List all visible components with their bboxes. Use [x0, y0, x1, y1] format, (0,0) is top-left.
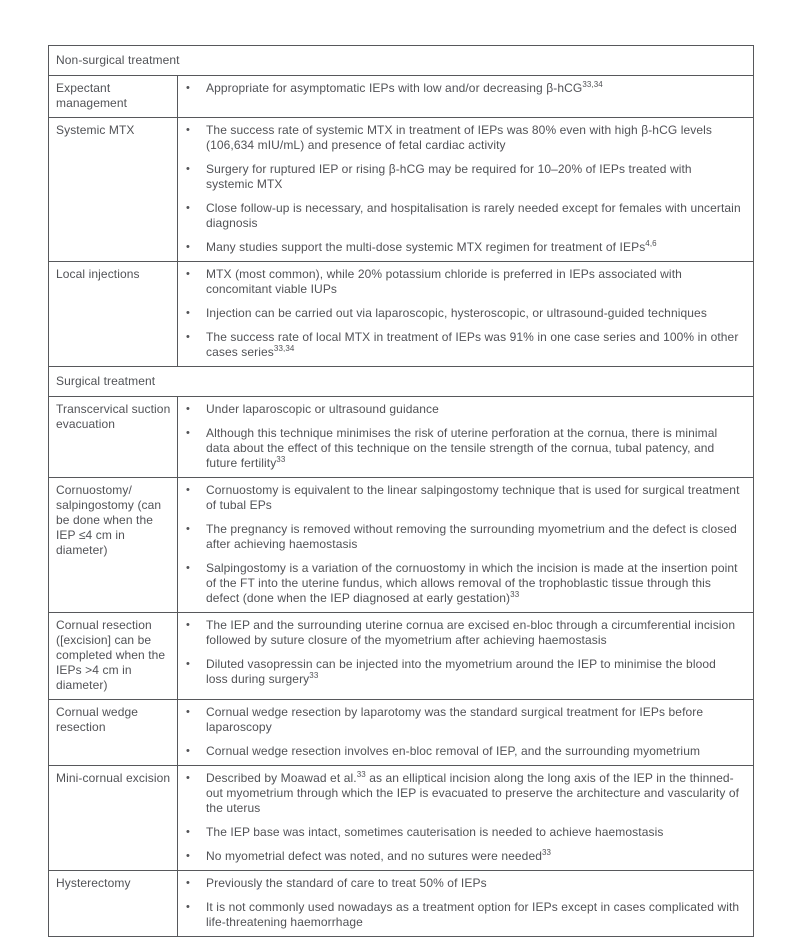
bullet-text-segment: The IEP and the surrounding uterine cornua are excised en-bloc through a circumferential incision followed by suture closure of the myometrium after achieving haemostasis	[206, 618, 736, 647]
bullet-icon: •	[186, 706, 190, 718]
treatment-label: Hysterectomy	[49, 871, 178, 937]
table-row	[49, 76, 754, 118]
bullet-text	[206, 201, 741, 231]
treatment-details	[178, 478, 754, 613]
bullet-item	[186, 705, 741, 735]
treatment-label: Systemic MTX	[49, 118, 178, 262]
bullet-text-segment: Cornuostomy is equivalent to the linear salpingostomy technique that is used for surgical treatment of tubal EPs	[206, 483, 740, 512]
bullet-text-segment: Injection can be carried out via laparoscopic, hysteroscopic, or ultrasound-guided techniques	[206, 306, 707, 320]
bullet-item	[186, 81, 741, 96]
section-header: Non-surgical treatment	[49, 46, 754, 76]
citation-superscript: 33	[542, 848, 552, 857]
bullet-icon: •	[186, 772, 190, 784]
iep-treatment-table	[48, 45, 754, 937]
bullet-item	[186, 825, 741, 840]
bullet-text	[206, 162, 741, 192]
bullet-icon: •	[186, 658, 190, 670]
bullet-text-segment: Although this technique minimises the risk of uterine perforation at the cornua, there is minimal data about the effect of this technique on the tensile strength of the cornua, tubal patency, and future fertility	[206, 426, 718, 470]
bullet-text-segment: Close follow-up is necessary, and hospitalisation is rarely needed except for females with uncertain diagnosis	[206, 201, 741, 230]
bullet-icon: •	[186, 484, 190, 496]
bullet-text-segment: Diluted vasopressin can be injected into the myometrium around the IEP to minimise the blood loss during surgery	[206, 657, 716, 686]
bullet-icon: •	[186, 268, 190, 280]
bullet-icon: •	[186, 124, 190, 136]
table-row	[49, 613, 754, 700]
treatment-label: Cornual wedge resection	[49, 700, 178, 766]
treatment-label: Local injections	[49, 262, 178, 367]
citation-superscript: 33	[356, 770, 366, 779]
bullet-text	[206, 483, 741, 513]
bullet-text	[206, 744, 741, 759]
bullet-text-segment: No myometrial defect was noted, and no sutures were needed	[206, 849, 542, 863]
section-header: Surgical treatment	[49, 367, 754, 397]
bullet-text	[206, 267, 741, 297]
bullet-item	[186, 306, 741, 321]
bullet-item	[186, 900, 741, 930]
treatment-details	[178, 766, 754, 871]
bullet-item	[186, 771, 741, 816]
bullet-text-segment: Previously the standard of care to treat 50% of IEPs	[206, 876, 487, 890]
bullet-text-segment: The IEP base was intact, sometimes cauterisation is needed to achieve haemostasis	[206, 825, 664, 839]
bullet-text	[206, 618, 741, 648]
bullet-text	[206, 330, 741, 360]
citation-superscript: 33	[276, 455, 286, 464]
bullet-text	[206, 426, 741, 471]
bullet-text	[206, 306, 741, 321]
bullet-icon: •	[186, 307, 190, 319]
bullet-item	[186, 426, 741, 471]
bullet-item	[186, 402, 741, 417]
bullet-text	[206, 81, 741, 96]
bullet-item	[186, 162, 741, 192]
bullet-text-segment: as an elliptical incision along the long axis of the IEP in the thinned-out myometrium through which the IEP is evacuated to preserve the architecture and vascularity of the uterus	[206, 771, 740, 815]
bullet-text-segment: Many studies support the multi-dose systemic MTX regimen for treatment of IEPs	[206, 240, 646, 254]
bullet-text	[206, 402, 741, 417]
bullet-text	[206, 522, 741, 552]
table-body	[49, 46, 754, 937]
bullet-item	[186, 561, 741, 606]
treatment-label: Transcervical suction evacuation	[49, 397, 178, 478]
treatment-label: Expectant management	[49, 76, 178, 118]
bullet-text-segment: The pregnancy is removed without removing the surrounding myometrium and the defect is closed after achieving haemostasis	[206, 522, 737, 551]
citation-superscript: 33,34	[582, 80, 603, 89]
citation-superscript: 33	[309, 671, 319, 680]
bullet-text-segment: It is not commonly used nowadays as a treatment option for IEPs except in cases complicated with life-threatening haemorrhage	[206, 900, 740, 929]
citation-superscript: 4,6	[645, 239, 657, 248]
bullet-text-segment: Salpingostomy is a variation of the cornuostomy in which the incision is made at the insertion point of the FT into the uterine fundus, which allows removal of the trophoblastic tissue through this defect (done when the IEP diagnosed at early gestation)	[206, 561, 738, 605]
section-header-row	[49, 46, 754, 76]
bullet-text-segment: Cornual wedge resection by laparotomy was the standard surgical treatment for IEPs before laparoscopy	[206, 705, 704, 734]
bullet-item	[186, 522, 741, 552]
bullet-text	[206, 825, 741, 840]
treatment-details	[178, 118, 754, 262]
treatment-details	[178, 871, 754, 937]
bullet-text-segment: Appropriate for asymptomatic IEPs with low and/or decreasing β-hCG	[206, 81, 583, 95]
table-row	[49, 397, 754, 478]
bullet-item	[186, 123, 741, 153]
bullet-text	[206, 561, 741, 606]
treatment-label: Mini-cornual excision	[49, 766, 178, 871]
table-row	[49, 871, 754, 937]
bullet-icon: •	[186, 850, 190, 862]
bullet-text	[206, 123, 741, 153]
bullet-text-segment: Under laparoscopic or ultrasound guidance	[206, 402, 439, 416]
table-row	[49, 118, 754, 262]
bullet-text	[206, 705, 741, 735]
bullet-item	[186, 744, 741, 759]
treatment-details	[178, 700, 754, 766]
bullet-item	[186, 267, 741, 297]
bullet-text-segment: The success rate of systemic MTX in treatment of IEPs was 80% even with high β-hCG levels (106,634 mIU/mL) and presence of fetal cardiac activity	[206, 123, 712, 152]
bullet-item	[186, 876, 741, 891]
bullet-text-segment: Cornual wedge resection involves en-bloc removal of IEP, and the surrounding myometrium	[206, 744, 701, 758]
bullet-item	[186, 657, 741, 687]
bullet-icon: •	[186, 619, 190, 631]
table-row	[49, 478, 754, 613]
bullet-item	[186, 849, 741, 864]
table-row	[49, 766, 754, 871]
bullet-icon: •	[186, 241, 190, 253]
table-row	[49, 262, 754, 367]
bullet-text	[206, 876, 741, 891]
bullet-item	[186, 240, 741, 255]
bullet-icon: •	[186, 826, 190, 838]
bullet-icon: •	[186, 82, 190, 94]
bullet-item	[186, 201, 741, 231]
bullet-icon: •	[186, 745, 190, 757]
bullet-text-segment: Described by Moawad et al.	[206, 771, 357, 785]
treatment-details	[178, 76, 754, 118]
bullet-text-segment: The success rate of local MTX in treatment of IEPs was 91% in one case series and 100% in other cases series	[206, 330, 739, 359]
bullet-text	[206, 900, 741, 930]
table-row	[49, 700, 754, 766]
bullet-text-segment: Surgery for ruptured IEP or rising β-hCG may be required for 10–20% of IEPs treated with systemic MTX	[206, 162, 692, 191]
bullet-text-segment: MTX (most common), while 20% potassium chloride is preferred in IEPs associated with concomitant viable IUPs	[206, 267, 682, 296]
bullet-icon: •	[186, 202, 190, 214]
treatment-details	[178, 262, 754, 367]
bullet-icon: •	[186, 403, 190, 415]
bullet-icon: •	[186, 877, 190, 889]
treatment-label: Cornuostomy/ salpingostomy (can be done when the IEP ≤4 cm in diameter)	[49, 478, 178, 613]
bullet-icon: •	[186, 331, 190, 343]
citation-superscript: 33	[510, 590, 520, 599]
bullet-icon: •	[186, 523, 190, 535]
bullet-icon: •	[186, 901, 190, 913]
bullet-item	[186, 483, 741, 513]
bullet-icon: •	[186, 163, 190, 175]
bullet-item	[186, 330, 741, 360]
bullet-item	[186, 618, 741, 648]
treatment-details	[178, 613, 754, 700]
citation-superscript: 33,34	[273, 344, 295, 353]
bullet-text	[206, 771, 741, 816]
bullet-text	[206, 240, 741, 255]
bullet-text	[206, 657, 741, 687]
bullet-icon: •	[186, 562, 190, 574]
bullet-icon: •	[186, 427, 190, 439]
treatment-details	[178, 397, 754, 478]
treatment-label: Cornual resection ([excision] can be completed when the IEPs >4 cm in diameter)	[49, 613, 178, 700]
section-header-row	[49, 367, 754, 397]
bullet-text	[206, 849, 741, 864]
